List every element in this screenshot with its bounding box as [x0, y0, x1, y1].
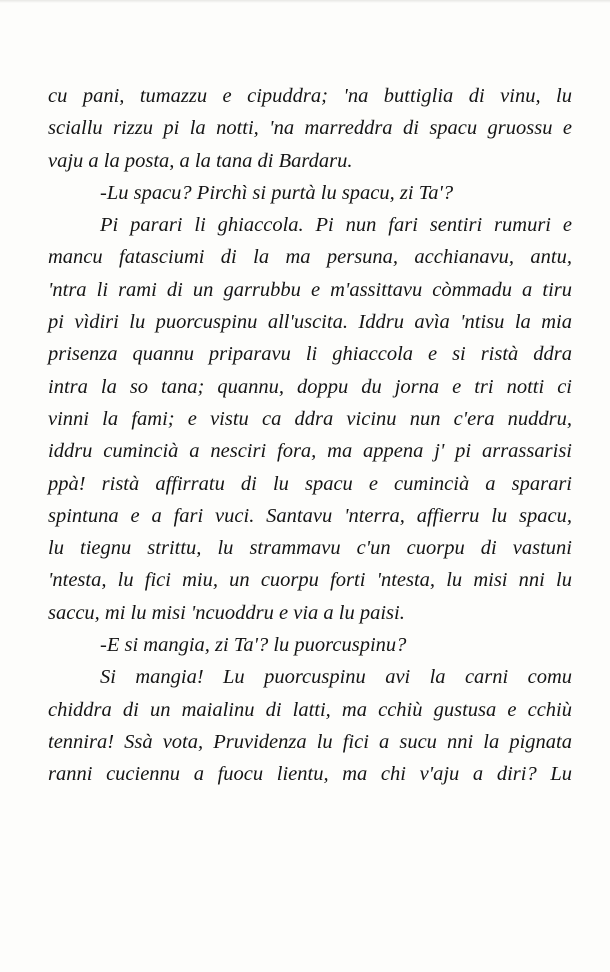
- text-line: iddru cumincià a nesciri fora, ma appena j' pi arrassarisi: [48, 440, 572, 463]
- text-line: prisenza quannu priparavu li ghiaccola e si ristà ddra: [48, 343, 572, 366]
- text-line: -Lu spacu? Pirchì si purtà lu spacu, zi Ta'?: [100, 181, 454, 204]
- text-line: lu tiegnu strittu, lu strammavu c'un cuorpu di vastuni: [48, 537, 572, 560]
- body-text: [48, 80, 572, 791]
- page-top-edge: [0, 0, 610, 3]
- text-line: 'ntra li rami di un garrubbu e m'assittavu còmmadu a tiru: [48, 278, 572, 301]
- text-line: tennira! Ssà vota, Pruvidenza lu fici a sucu nni la pignata: [48, 730, 572, 753]
- text-line: 'ntesta, lu fici miu, un cuorpu forti 'ntesta, lu misi nni lu: [48, 569, 572, 592]
- text-line: intra la so tana; quannu, doppu du jorna e tri notti ci: [48, 375, 572, 398]
- text-line: spintuna e a fari vuci. Santavu 'nterra, affierru lu spacu,: [48, 504, 572, 527]
- text-line: vaju a la posta, a la tana di Bardaru.: [48, 149, 353, 172]
- text-line: ppà! ristà affirratu di lu spacu e cumincià a sparari: [48, 472, 572, 495]
- text-line: chiddra di un maialinu di latti, ma cchiù gustusa e cchiù: [48, 698, 572, 721]
- text-line: mancu fatasciumi di la ma persuna, acchianavu, antu,: [48, 246, 572, 269]
- text-line: cu pani, tumazzu e cipuddra; 'na buttiglia di vinu, lu: [48, 85, 572, 107]
- text-line: ranni cuciennu a fuocu lientu, ma chi v'aju a diri? Lu: [48, 763, 572, 786]
- text-line: saccu, mi lu misi 'ncuoddru e via a lu paisi.: [48, 601, 405, 624]
- text-line: pi vìdiri lu puorcuspinu all'uscita. Iddru avìa 'ntisu la mia: [48, 311, 572, 334]
- text-line: vinni la fami; e vistu ca ddra vicinu nun c'era nuddru,: [48, 407, 572, 430]
- text-line: -E si mangia, zi Ta'? lu puorcuspinu?: [100, 634, 407, 657]
- text-line: Si mangia! Lu puorcuspinu avi la carni comu: [100, 666, 572, 689]
- text-line: sciallu rizzu pi la notti, 'na marreddra di spacu gruossu e: [48, 117, 572, 140]
- text-line: Pi parari li ghiaccola. Pi nun fari sentiri rumuri e: [100, 214, 572, 237]
